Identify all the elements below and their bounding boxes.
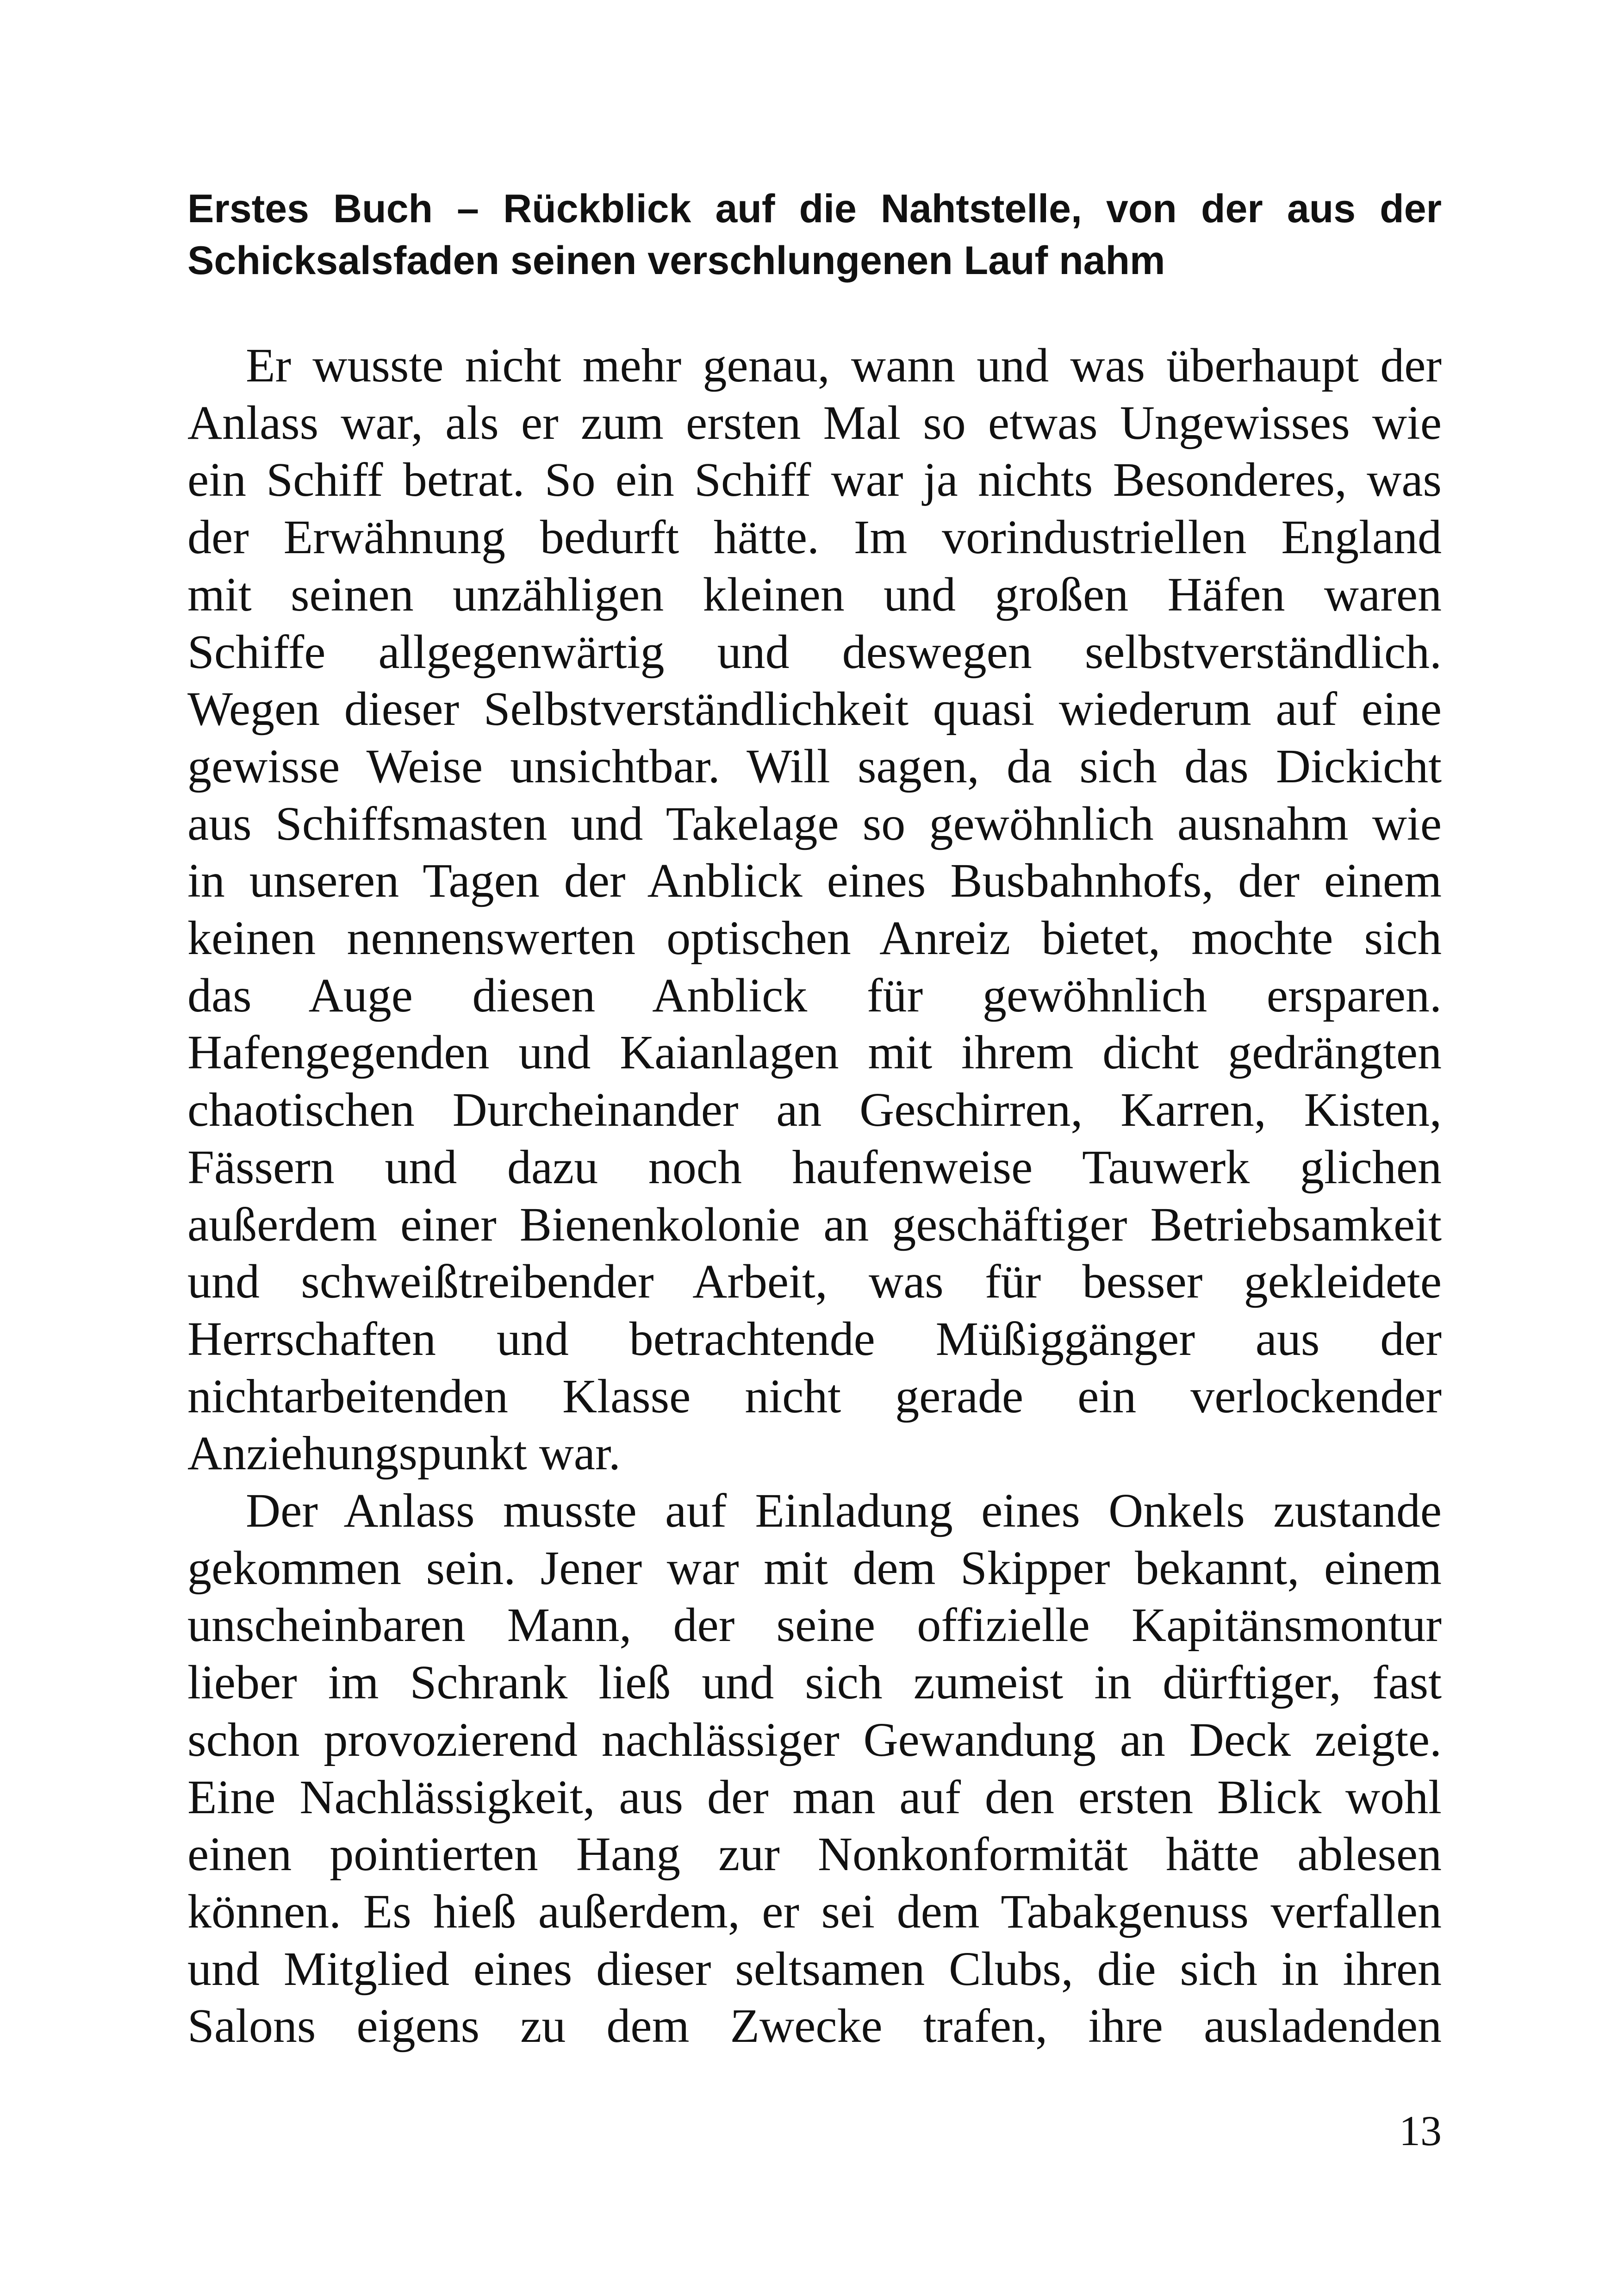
text-line: in unseren Tagen der Anblick eines Busbahnhofs, der einem	[187, 854, 1442, 908]
text-line: außerdem einer Bienenkolonie an geschäftiger Betriebsamkeit	[187, 1198, 1442, 1251]
text-line: Salons eigens zu dem Zwecke trafen, ihre ausladenden	[187, 1999, 1442, 2053]
text-line: Anziehungspunkt war.	[187, 1427, 621, 1480]
text-line: lieber im Schrank ließ und sich zumeist in dürftiger, fast	[187, 1656, 1442, 1710]
page-number: 13	[1399, 2107, 1442, 2154]
text-line: einen pointierten Hang zur Nonkonformität hätte ablesen	[187, 1828, 1442, 1881]
text-line: Herrschaften und betrachtende Müßiggänger aus der	[187, 1312, 1442, 1366]
text-line: ein Schiff betrat. So ein Schiff war ja nichts Besonderes, was	[187, 453, 1442, 507]
text-line: Er wusste nicht mehr genau, wann und was überhaupt der	[246, 339, 1442, 392]
text-line: Eine Nachlässigkeit, aus der man auf den ersten Blick wohl	[187, 1770, 1442, 1824]
text-line: können. Es hieß außerdem, er sei dem Tabakgenuss verfallen	[187, 1884, 1442, 1938]
paragraph-1	[187, 337, 1442, 1482]
text-line: und schweißtreibender Arbeit, was für besser gekleidete	[187, 1255, 1442, 1309]
text-line: gewisse Weise unsichtbar. Will sagen, da sich das Dickicht	[187, 739, 1442, 793]
text-line: gekommen sein. Jener war mit dem Skipper bekannt, einem	[187, 1541, 1442, 1595]
text-line: mit seinen unzähligen kleinen und großen Häfen waren	[187, 568, 1442, 621]
text-line: nichtarbeitenden Klasse nicht gerade ein verlockender	[187, 1369, 1442, 1423]
text-line: das Auge diesen Anblick für gewöhnlich ersparen.	[187, 968, 1442, 1022]
chapter-heading: Erstes Buch – Rückblick auf die Nahtstelle, von der aus der Schicksalsfaden seinen verschlungenen Lauf nahm	[187, 187, 1442, 283]
text-line: und Mitglied eines dieser seltsamen Clubs, die sich in ihren	[187, 1942, 1442, 1996]
text-line: Anlass war, als er zum ersten Mal so etwas Ungewisses wie	[187, 396, 1442, 449]
body-text	[187, 337, 1442, 2055]
text-line: Hafengegenden und Kaianlagen mit ihrem dicht gedrängten	[187, 1026, 1442, 1079]
text-line: chaotischen Durcheinander an Geschirren, Karren, Kisten,	[187, 1083, 1442, 1137]
text-line: unscheinbaren Mann, der seine offizielle Kapitänsmontur	[187, 1598, 1442, 1652]
text-line: Der Anlass musste auf Einladung eines Onkels zustande	[246, 1484, 1442, 1538]
text-line: Wegen dieser Selbstverständlichkeit quasi wiederum auf eine	[187, 682, 1442, 736]
text-line: schon provozierend nachlässiger Gewandung an Deck zeigte.	[187, 1713, 1442, 1766]
text-line: der Erwähnung bedurft hätte. Im vorindustriellen England	[187, 511, 1442, 564]
text-line: keinen nennenswerten optischen Anreiz bietet, mochte sich	[187, 911, 1442, 965]
text-line: aus Schiffsmasten und Takelage so gewöhnlich ausnahm wie	[187, 797, 1442, 850]
text-line: Fässern und dazu noch haufenweise Tauwerk glichen	[187, 1140, 1442, 1194]
paragraph-2	[187, 1482, 1442, 2055]
text-line: Schiffe allgegenwärtig und deswegen selbstverständlich.	[187, 625, 1442, 679]
